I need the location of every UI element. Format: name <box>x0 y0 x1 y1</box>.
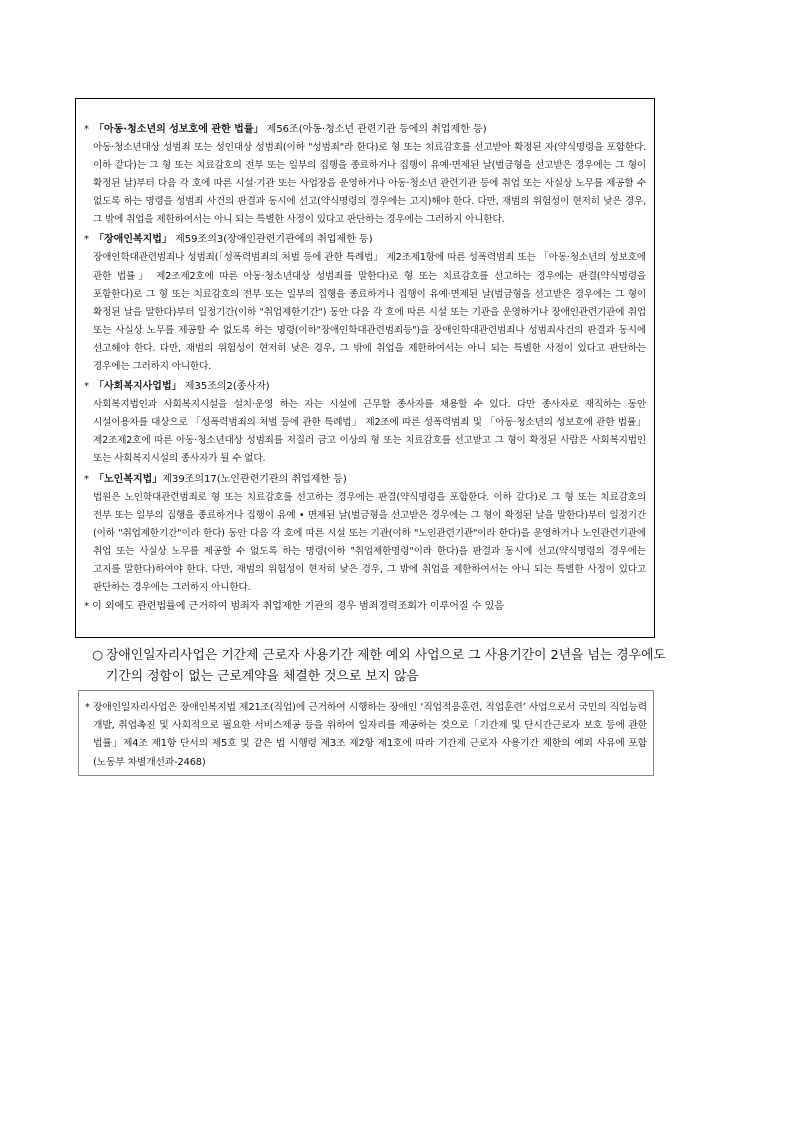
note-mark: * <box>84 124 89 135</box>
law-entry-social-welfare <box>84 377 654 468</box>
law-entry-elderly-welfare <box>84 470 654 598</box>
law-entry-body: 법원은 노인학대관련범죄로 형 또는 치료감호를 선고하는 경우에는 판결(약식명령을 포함한다. 이하 같다)로 그 형 또는 치료감호의 전부 또는 일부의 집행을 종료하거나 집행이 유예 • 면제된 날(벌금형을 선고받은 경우에는 그 형이 확정된 날을 말한다)부터 일정기간(이하 "취업제한기간"이라 한다) 동안 다음 각 호에 따른 시설 또는 기관(이하 "노인관련기관"이라 한다)을 운영하거나 노인관련기관에 취업 또는 사실상 노무를 제공할 수 없도록 하는 명령(이하 "취업제한명령"이라 한다)을 판결과 동시에 선고(약식명령의 경우에는 고지를 말한다)하여야 한다. 다만, 재범의 위험성이 현저히 낮은 경우, 그 밖에 취업을 제한하여서는 아니 되는 특별한 사정이 있다고 판단하는 경우에는 그러하지 아니한다. <box>93 491 646 593</box>
law-entry-body: 장애인학대관련범죄나 성범죄(「성폭력범죄의 처벌 등에 관한 특례법」 제2조제1항에 따른 성폭력범죄 또는 「아동·청소년의 성보호에 관한 법률」 제2조제2호에 따른 아동·청소년대상 성범죄를 말한다)로 형 또는 치료감호를 선고하는 경우에는 판결(약식명령을 포함한다)로 그 형 또는 치료감호의 전부 또는 일부의 집행을 종료하거나 집행이 유예·면제된 날(벌금형을 선고받은 경우에는 그 형이 확정된 날을 말한다)부터 일정기간(이하 "취업제한기간") 동안 다음 각 호에 따른 시설 또는 기관을 운영하거나 장애인관련기관에 취업 또는 사실상 노무를 제공할 수 없도록 하는 명령(이하"장애인학대관련범죄등")을 장애인학대관련범죄나 성범죄사건의 판결과 동시에 선고해야 한다. 다만, 재범의 위험성이 현저히 낮은 경우, 그 밖에 취업을 제한하여서는 아니 되는 특별한 사정이 있다고 판단하는 경우에는 그러하지 아니한다. <box>93 252 646 373</box>
legal-reference-box <box>75 98 655 638</box>
note-mark: * <box>84 234 89 246</box>
law-name: 「사회복지사업법」 <box>94 381 182 393</box>
additional-note: * 이 외에도 관련법률에 근거하여 범죄자 취업제한 기관의 경우 범죄경력조회가 이루어질 수 있음 <box>84 601 504 613</box>
law-entry-body: 아동·청소년대상 성범죄 또는 성인대상 성범죄(이하 "성범죄"라 한다)로 형 또는 치료감호를 선고받아 확정된 자(약식명령을 포함한다. 이하 같다)는 그 형 또는 치료감호의 전부 또는 일부의 집행을 종료하거나 집행이 유예·면제된 날(벌금형을 선고받은 경우에는 그 형이 확정된 날)부터 다음 각 호에 따른 시설·기관 또는 사업장을 운영하거나 아동·청소년 관련기관 등에 취업 또는 사실상 노무를 제공할 수 없도록 하는 명령을 성범죄 사건의 판결과 동시에 선고(약식명령의 경우에는 고지)해야 한다. 다만, 재범의 위험성이 현저히 낮은 경우, 그 밖에 취업을 제한하여서는 아니 되는 특별한 사정이 있다고 판단하는 경우에는 그러하지 아니한다. <box>93 142 646 226</box>
note-mark: * <box>84 473 89 485</box>
paragraph-line-2: 기간의 정함이 없는 근로계약을 체결한 것으로 보지 않음 <box>106 668 419 684</box>
law-entry-body: 사회복지법인과 사회복지시설을 설치·운영 하는 자는 시설에 근무할 종사자를 채용할 수 있다. 다만 종사자로 재직하는 동안 시설이용자를 대상으로 「성폭력범죄의 처벌 등에 관한 특례법」 제2조에 따른 성폭력범죄 및 「아동·청소년의 성보호에 관한 법률」 제2조제2호에 따른 아동·청소년대상 성범죄를 저질러 금고 이상의 형 또는 치료감호를 선고받고 그 형이 확정된 사람은 사회복지법인 또는 사회복지시설의 종사자가 될 수 없다. <box>93 399 646 465</box>
law-article: 제35조의2(종사자) <box>181 381 270 393</box>
law-entry-heading <box>84 377 654 396</box>
paragraph-line-1: ○ 장애인일자리사업은 기간제 근로자 사용기간 제한 예외 사업으로 그 사용기간이 2년을 넘는 경우에도 <box>92 646 722 667</box>
body-paragraph <box>92 646 722 687</box>
circle-bullet-icon: ○ <box>92 648 104 663</box>
law-name: 「노인복지법」 <box>94 473 163 485</box>
law-entry-heading <box>84 470 654 489</box>
law-entry-heading <box>84 120 654 139</box>
law-name: 「아동·청소년의 성보호에 관한 법률」 <box>94 124 264 135</box>
law-name: 「장애인복지법」 <box>94 234 172 246</box>
footnote-box <box>78 690 654 776</box>
footnote-text: * 장애인일자리사업은 장애인복지법 제21조(직업)에 근거하여 시행하는 장애인 ‘직업적응훈련, 직업훈련’ 사업으로서 국민의 직업능력 개발, 취업촉진 및 사회적으로 필요한 서비스제공 등을 위하여 일자리를 제공하는 것으로「기간제 및 단시간근로자 보호 등에 관한 법률」제4조 제1항 단서의 제5호 및 같은 법 시행령 제3조 제2항 제1호에 따라 기간제 근로자 사용기간 제한의 예외 사유에 포함 (노동부 차별개선과-2468) <box>85 702 647 768</box>
law-article: 제39조의17(노인관련기관의 취업제한 등) <box>162 473 347 485</box>
law-article: 제56조(아동·청소년 관련기관 등에의 취업제한 등) <box>263 124 487 135</box>
law-entry-heading <box>84 230 654 249</box>
law-entry-child-youth <box>84 120 654 229</box>
law-entry-disability-welfare <box>84 230 654 376</box>
note-mark: * <box>84 381 89 393</box>
law-article: 제59조의3(장애인관련기관에의 취업제한 등) <box>171 234 373 246</box>
